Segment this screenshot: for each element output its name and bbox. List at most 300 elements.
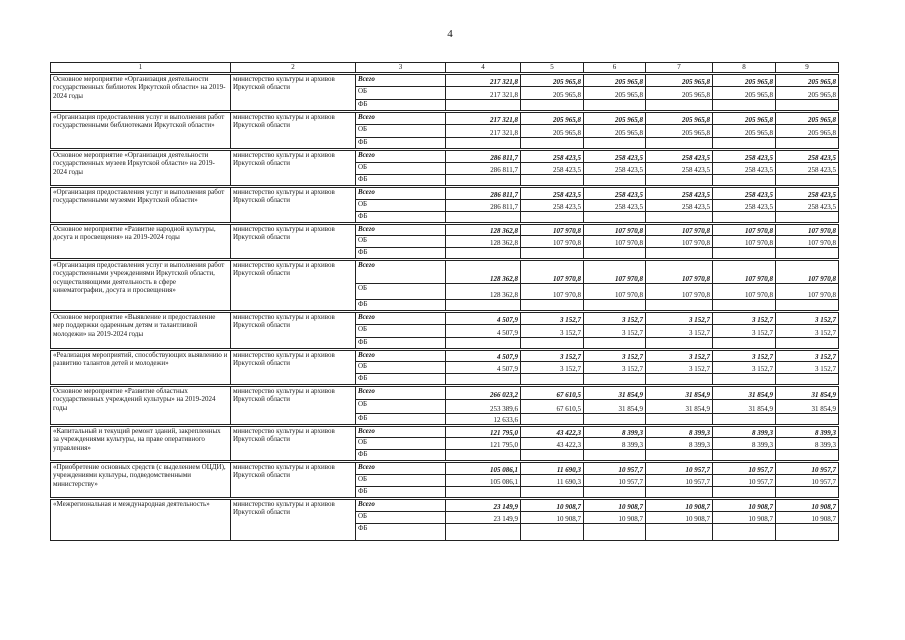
- value-cell: [521, 138, 584, 150]
- value-cell: 10 957,7: [584, 475, 646, 487]
- value-cell: 258 423,5: [713, 200, 776, 212]
- value-cell: 217 321,8: [446, 74, 521, 87]
- value-cell: [584, 248, 646, 260]
- table-row: [51, 260, 839, 284]
- value-cell: [776, 450, 839, 462]
- funding-source-label: Всего: [356, 386, 446, 400]
- value-cell: 205 965,8: [584, 125, 646, 138]
- value-cell: 286 811,7: [446, 150, 521, 163]
- value-cell: [446, 248, 521, 260]
- value-cell: 286 811,7: [446, 163, 521, 175]
- value-cell: [646, 300, 713, 312]
- column-number-6: 6: [584, 63, 646, 74]
- table-row: [51, 150, 839, 163]
- program-name-cell: «Организация предоставления услуг и выполнения работ государственными библиотеками Иркутской области»: [51, 112, 231, 150]
- value-cell: [584, 138, 646, 150]
- value-cell: 8 399,3: [713, 438, 776, 450]
- program-name-cell: Основное мероприятие «Развитие народной культуры, досуга и просвещения» на 2019-2024 годы: [51, 224, 231, 260]
- value-cell: 31 854,9: [584, 386, 646, 400]
- value-cell: 217 321,8: [446, 125, 521, 138]
- value-cell: 253 389,6: [446, 400, 521, 414]
- funding-source-label: ОБ: [356, 475, 446, 487]
- value-cell: 8 399,3: [584, 426, 646, 438]
- value-cell: [446, 138, 521, 150]
- budget-table-body: [51, 63, 839, 541]
- value-cell: 3 152,7: [521, 350, 584, 362]
- value-cell: 266 023,2: [446, 386, 521, 400]
- value-cell: [521, 414, 584, 426]
- value-cell: 121 795,0: [446, 438, 521, 450]
- page-number: 4: [447, 28, 453, 40]
- value-cell: 3 152,7: [713, 350, 776, 362]
- value-cell: 3 152,7: [776, 312, 839, 325]
- funding-source-label: Всего: [356, 260, 446, 284]
- value-cell: [646, 248, 713, 260]
- value-cell: 107 970,8: [521, 236, 584, 248]
- value-cell: 10 908,7: [776, 512, 839, 524]
- funding-source-label: Всего: [356, 312, 446, 325]
- value-cell: [521, 100, 584, 112]
- value-cell: [646, 175, 713, 187]
- value-cell: [713, 175, 776, 187]
- value-cell: [713, 100, 776, 112]
- funding-source-label: ФБ: [356, 175, 446, 187]
- column-number-9: 9: [776, 63, 839, 74]
- funding-source-label: Всего: [356, 350, 446, 362]
- table-row: [51, 224, 839, 236]
- value-cell: 258 423,5: [713, 187, 776, 200]
- value-cell: 107 970,8: [521, 284, 584, 300]
- funding-source-label: ФБ: [356, 450, 446, 462]
- value-cell: 258 423,5: [584, 163, 646, 175]
- table-row: [51, 350, 839, 362]
- value-cell: [646, 487, 713, 499]
- value-cell: 107 970,8: [713, 260, 776, 284]
- value-cell: 3 152,7: [584, 350, 646, 362]
- funding-source-label: ОБ: [356, 400, 446, 414]
- funding-source-label: Всего: [356, 112, 446, 125]
- funding-source-label: ОБ: [356, 125, 446, 138]
- table-row: [51, 426, 839, 438]
- value-cell: 205 965,8: [646, 112, 713, 125]
- value-cell: 258 423,5: [713, 163, 776, 175]
- executor-cell: министерство культуры и архивов Иркутской области: [231, 74, 356, 112]
- value-cell: 10 957,7: [776, 462, 839, 475]
- program-name-cell: Основное мероприятие «Выявление и предоставление мер поддержки одаренным детям и талантливой молодежи» на 2019-2024 годы: [51, 312, 231, 350]
- value-cell: 107 970,8: [584, 260, 646, 284]
- value-cell: 217 321,8: [446, 112, 521, 125]
- value-cell: 3 152,7: [713, 362, 776, 374]
- program-name-cell: «Приобретение основных средств (с выделением ОЦДИ), учреждениями культуры, подведомственными министерству»: [51, 462, 231, 499]
- value-cell: 258 423,5: [521, 150, 584, 163]
- value-cell: 205 965,8: [776, 125, 839, 138]
- value-cell: [776, 212, 839, 224]
- executor-cell: министерство культуры и архивов Иркутской области: [231, 187, 356, 224]
- value-cell: 105 086,1: [446, 462, 521, 475]
- value-cell: [446, 100, 521, 112]
- value-cell: 258 423,5: [646, 163, 713, 175]
- funding-source-label: Всего: [356, 462, 446, 475]
- header-row: [51, 63, 839, 74]
- value-cell: 10 957,7: [646, 475, 713, 487]
- value-cell: 205 965,8: [713, 125, 776, 138]
- value-cell: 3 152,7: [521, 312, 584, 325]
- table-row: [51, 386, 839, 400]
- value-cell: 128 362,8: [446, 260, 521, 284]
- table-row: [51, 499, 839, 512]
- value-cell: 10 908,7: [646, 499, 713, 512]
- value-cell: 258 423,5: [713, 150, 776, 163]
- value-cell: 107 970,8: [776, 260, 839, 284]
- value-cell: [446, 374, 521, 386]
- value-cell: 10 908,7: [713, 499, 776, 512]
- funding-source-label: ОБ: [356, 87, 446, 100]
- value-cell: [713, 374, 776, 386]
- column-number-8: 8: [713, 63, 776, 74]
- value-cell: 8 399,3: [713, 426, 776, 438]
- value-cell: [521, 487, 584, 499]
- value-cell: 205 965,8: [776, 112, 839, 125]
- funding-source-label: ОБ: [356, 362, 446, 374]
- value-cell: 23 149,9: [446, 499, 521, 512]
- value-cell: 107 970,8: [646, 284, 713, 300]
- value-cell: 4 507,9: [446, 312, 521, 325]
- program-name-cell: «Реализация мероприятий, способствующих выявлению и развитию талантов детей и молодежи»: [51, 350, 231, 386]
- funding-source-label: Всего: [356, 74, 446, 87]
- value-cell: 205 965,8: [776, 74, 839, 87]
- value-cell: 286 811,7: [446, 187, 521, 200]
- value-cell: 205 965,8: [713, 112, 776, 125]
- value-cell: 10 908,7: [521, 512, 584, 524]
- value-cell: [584, 450, 646, 462]
- value-cell: 258 423,5: [776, 200, 839, 212]
- value-cell: 31 854,9: [713, 400, 776, 414]
- value-cell: 205 965,8: [584, 74, 646, 87]
- value-cell: 258 423,5: [776, 163, 839, 175]
- value-cell: [713, 300, 776, 312]
- value-cell: [713, 487, 776, 499]
- funding-source-label: ФБ: [356, 374, 446, 386]
- value-cell: 258 423,5: [646, 150, 713, 163]
- value-cell: 3 152,7: [776, 350, 839, 362]
- value-cell: 258 423,5: [521, 163, 584, 175]
- value-cell: 10 957,7: [776, 475, 839, 487]
- table-row: [51, 74, 839, 87]
- funding-source-label: ФБ: [356, 212, 446, 224]
- value-cell: 10 957,7: [584, 462, 646, 475]
- column-number-2: 2: [231, 63, 356, 74]
- value-cell: 3 152,7: [713, 312, 776, 325]
- funding-source-label: ФБ: [356, 414, 446, 426]
- funding-source-label: ФБ: [356, 248, 446, 260]
- value-cell: 258 423,5: [776, 150, 839, 163]
- value-cell: 31 854,9: [776, 400, 839, 414]
- value-cell: 107 970,8: [776, 284, 839, 300]
- value-cell: 107 970,8: [521, 224, 584, 236]
- value-cell: [776, 338, 839, 350]
- value-cell: [521, 374, 584, 386]
- program-name-cell: Основное мероприятие «Развитие областных государственных учреждений культуры» на 2019-2024 годы: [51, 386, 231, 426]
- value-cell: 258 423,5: [646, 200, 713, 212]
- value-cell: 43 422,3: [521, 438, 584, 450]
- value-cell: 258 423,5: [584, 150, 646, 163]
- value-cell: 8 399,3: [584, 438, 646, 450]
- value-cell: 107 970,8: [713, 224, 776, 236]
- value-cell: [521, 248, 584, 260]
- value-cell: 258 423,5: [521, 200, 584, 212]
- value-cell: [646, 212, 713, 224]
- executor-cell: министерство культуры и архивов Иркутской области: [231, 224, 356, 260]
- value-cell: [776, 487, 839, 499]
- table-row: [51, 112, 839, 125]
- executor-cell: министерство культуры и архивов Иркутской области: [231, 260, 356, 312]
- value-cell: 107 970,8: [584, 236, 646, 248]
- program-name-cell: «Организация предоставления услуг и выполнения работ государственными музеями Иркутской области»: [51, 187, 231, 224]
- value-cell: 4 507,9: [446, 350, 521, 362]
- column-number-3: 3: [356, 63, 446, 74]
- funding-source-label: ОБ: [356, 284, 446, 300]
- value-cell: 107 970,8: [646, 260, 713, 284]
- value-cell: 10 957,7: [713, 462, 776, 475]
- value-cell: [446, 524, 521, 541]
- value-cell: [584, 100, 646, 112]
- value-cell: 258 423,5: [584, 200, 646, 212]
- value-cell: [646, 524, 713, 541]
- value-cell: [521, 450, 584, 462]
- column-number-7: 7: [646, 63, 713, 74]
- program-name-cell: «Организация предоставления услуг и выполнения работ государственными учреждениями Иркутской области, осуществляющими деятельность в сфере кинематографии, досуга и просвещения»: [51, 260, 231, 312]
- funding-source-label: ФБ: [356, 524, 446, 541]
- budget-table: [50, 62, 839, 541]
- value-cell: [584, 175, 646, 187]
- value-cell: 8 399,3: [776, 438, 839, 450]
- executor-cell: министерство культуры и архивов Иркутской области: [231, 386, 356, 426]
- value-cell: [646, 138, 713, 150]
- value-cell: 3 152,7: [646, 350, 713, 362]
- value-cell: 67 610,5: [521, 386, 584, 400]
- value-cell: 205 965,8: [521, 74, 584, 87]
- value-cell: [521, 524, 584, 541]
- value-cell: [776, 248, 839, 260]
- value-cell: 258 423,5: [521, 187, 584, 200]
- executor-cell: министерство культуры и архивов Иркутской области: [231, 150, 356, 187]
- funding-source-label: Всего: [356, 426, 446, 438]
- value-cell: 23 149,9: [446, 512, 521, 524]
- funding-source-label: Всего: [356, 224, 446, 236]
- value-cell: 3 152,7: [776, 362, 839, 374]
- funding-source-label: Всего: [356, 499, 446, 512]
- value-cell: 107 970,8: [776, 236, 839, 248]
- value-cell: [776, 175, 839, 187]
- value-cell: [521, 300, 584, 312]
- value-cell: 205 965,8: [521, 112, 584, 125]
- value-cell: 10 957,7: [713, 475, 776, 487]
- executor-cell: министерство культуры и архивов Иркутской области: [231, 499, 356, 541]
- value-cell: 11 690,3: [521, 475, 584, 487]
- value-cell: 43 422,3: [521, 426, 584, 438]
- value-cell: 12 633,6: [446, 414, 521, 426]
- value-cell: [713, 138, 776, 150]
- value-cell: 105 086,1: [446, 475, 521, 487]
- value-cell: 10 908,7: [584, 499, 646, 512]
- value-cell: [521, 338, 584, 350]
- value-cell: 205 965,8: [584, 112, 646, 125]
- value-cell: [646, 100, 713, 112]
- program-name-cell: Основное мероприятие «Организация деятельности государственных библиотек Иркутской области» на 2019-2024 годы: [51, 74, 231, 112]
- value-cell: 258 423,5: [584, 187, 646, 200]
- value-cell: 3 152,7: [646, 312, 713, 325]
- value-cell: 10 908,7: [713, 512, 776, 524]
- executor-cell: министерство культуры и архивов Иркутской области: [231, 426, 356, 462]
- value-cell: [446, 175, 521, 187]
- value-cell: [584, 414, 646, 426]
- value-cell: 10 957,7: [646, 462, 713, 475]
- value-cell: 31 854,9: [584, 400, 646, 414]
- value-cell: [584, 212, 646, 224]
- funding-source-label: Всего: [356, 187, 446, 200]
- funding-source-label: Всего: [356, 150, 446, 163]
- value-cell: 258 423,5: [776, 187, 839, 200]
- value-cell: 3 152,7: [521, 325, 584, 338]
- value-cell: 67 610,5: [521, 400, 584, 414]
- value-cell: 10 908,7: [521, 499, 584, 512]
- value-cell: 3 152,7: [713, 325, 776, 338]
- value-cell: 107 970,8: [713, 284, 776, 300]
- program-name-cell: Основное мероприятие «Организация деятельности государственных музеев Иркутской области» на 2019-2024 годы: [51, 150, 231, 187]
- value-cell: 3 152,7: [584, 325, 646, 338]
- value-cell: 205 965,8: [646, 125, 713, 138]
- value-cell: 4 507,9: [446, 325, 521, 338]
- value-cell: 205 965,8: [713, 87, 776, 100]
- funding-source-label: ФБ: [356, 487, 446, 499]
- value-cell: 10 908,7: [584, 512, 646, 524]
- funding-source-label: ОБ: [356, 163, 446, 175]
- value-cell: 205 965,8: [521, 125, 584, 138]
- value-cell: 107 970,8: [646, 236, 713, 248]
- value-cell: 31 854,9: [713, 386, 776, 400]
- value-cell: 107 970,8: [776, 224, 839, 236]
- table-row: [51, 187, 839, 200]
- value-cell: 107 970,8: [584, 284, 646, 300]
- value-cell: 8 399,3: [776, 426, 839, 438]
- value-cell: 31 854,9: [646, 386, 713, 400]
- value-cell: [646, 414, 713, 426]
- value-cell: 3 152,7: [521, 362, 584, 374]
- funding-source-label: ФБ: [356, 138, 446, 150]
- value-cell: 128 362,8: [446, 284, 521, 300]
- value-cell: 107 970,8: [521, 260, 584, 284]
- value-cell: [521, 175, 584, 187]
- executor-cell: министерство культуры и архивов Иркутской области: [231, 312, 356, 350]
- executor-cell: министерство культуры и архивов Иркутской области: [231, 112, 356, 150]
- value-cell: [584, 487, 646, 499]
- value-cell: 10 908,7: [776, 499, 839, 512]
- value-cell: [521, 212, 584, 224]
- executor-cell: министерство культуры и архивов Иркутской области: [231, 462, 356, 499]
- table-row: [51, 312, 839, 325]
- value-cell: 205 965,8: [776, 87, 839, 100]
- value-cell: 10 908,7: [646, 512, 713, 524]
- value-cell: [446, 212, 521, 224]
- funding-source-label: ФБ: [356, 300, 446, 312]
- value-cell: [446, 487, 521, 499]
- value-cell: 3 152,7: [584, 362, 646, 374]
- value-cell: [713, 338, 776, 350]
- value-cell: 8 399,3: [646, 438, 713, 450]
- value-cell: 107 970,8: [713, 236, 776, 248]
- value-cell: 128 362,8: [446, 236, 521, 248]
- value-cell: 286 811,7: [446, 200, 521, 212]
- value-cell: 3 152,7: [776, 325, 839, 338]
- value-cell: 121 795,0: [446, 426, 521, 438]
- value-cell: [584, 300, 646, 312]
- value-cell: 205 965,8: [521, 87, 584, 100]
- value-cell: [646, 338, 713, 350]
- value-cell: [776, 524, 839, 541]
- value-cell: [446, 300, 521, 312]
- value-cell: 4 507,9: [446, 362, 521, 374]
- value-cell: [713, 524, 776, 541]
- funding-source-label: ОБ: [356, 236, 446, 248]
- funding-source-label: ОБ: [356, 200, 446, 212]
- value-cell: 31 854,9: [646, 400, 713, 414]
- executor-cell: министерство культуры и архивов Иркутской области: [231, 350, 356, 386]
- value-cell: [776, 414, 839, 426]
- value-cell: [776, 300, 839, 312]
- value-cell: [713, 248, 776, 260]
- value-cell: [776, 100, 839, 112]
- value-cell: 205 965,8: [713, 74, 776, 87]
- program-name-cell: «Межрегиональная и международная деятельность»: [51, 499, 231, 541]
- value-cell: 205 965,8: [646, 74, 713, 87]
- column-number-4: 4: [446, 63, 521, 74]
- funding-source-label: ФБ: [356, 338, 446, 350]
- value-cell: 258 423,5: [646, 187, 713, 200]
- value-cell: [776, 138, 839, 150]
- value-cell: [446, 338, 521, 350]
- funding-source-label: ОБ: [356, 512, 446, 524]
- column-number-5: 5: [521, 63, 584, 74]
- value-cell: [646, 374, 713, 386]
- table-row: [51, 462, 839, 475]
- funding-source-label: ОБ: [356, 325, 446, 338]
- value-cell: [776, 374, 839, 386]
- value-cell: [446, 450, 521, 462]
- value-cell: 217 321,8: [446, 87, 521, 100]
- funding-source-label: ФБ: [356, 100, 446, 112]
- value-cell: 8 399,3: [646, 426, 713, 438]
- value-cell: 11 690,3: [521, 462, 584, 475]
- value-cell: 31 854,9: [776, 386, 839, 400]
- value-cell: [584, 524, 646, 541]
- value-cell: 3 152,7: [584, 312, 646, 325]
- value-cell: [646, 450, 713, 462]
- value-cell: [713, 212, 776, 224]
- program-name-cell: «Капитальный и текущий ремонт зданий, закрепленных за учреждениями культуры, на праве оперативного управления»: [51, 426, 231, 462]
- value-cell: 128 362,8: [446, 224, 521, 236]
- value-cell: [713, 414, 776, 426]
- value-cell: 3 152,7: [646, 362, 713, 374]
- value-cell: 205 965,8: [584, 87, 646, 100]
- value-cell: [584, 374, 646, 386]
- value-cell: [713, 450, 776, 462]
- value-cell: 3 152,7: [646, 325, 713, 338]
- value-cell: 107 970,8: [584, 224, 646, 236]
- column-number-1: 1: [51, 63, 231, 74]
- value-cell: [584, 338, 646, 350]
- funding-source-label: ОБ: [356, 438, 446, 450]
- value-cell: 205 965,8: [646, 87, 713, 100]
